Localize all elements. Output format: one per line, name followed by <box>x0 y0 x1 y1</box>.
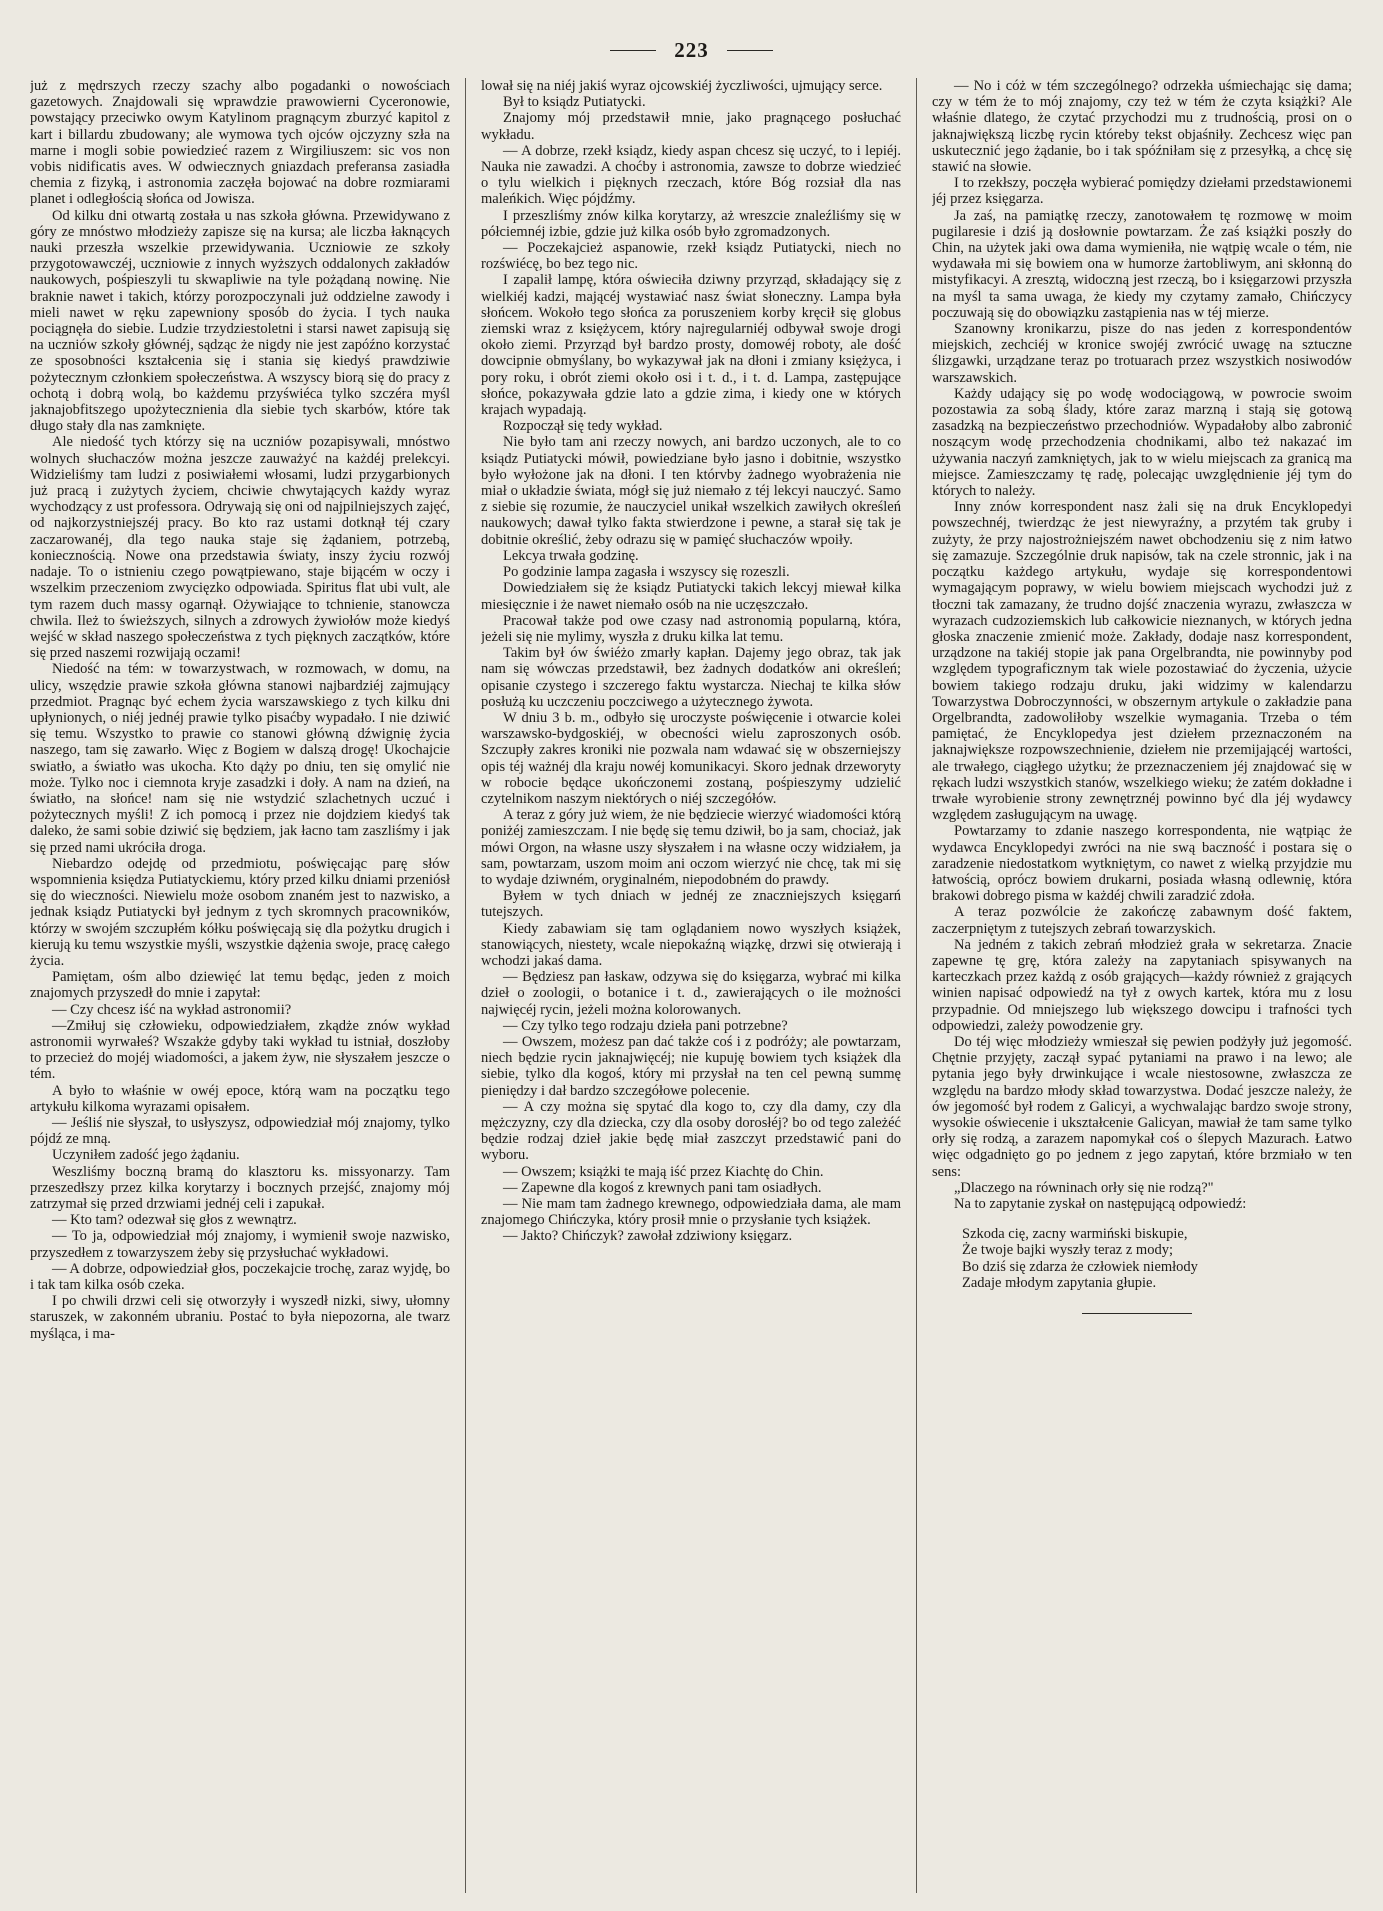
paragraph: Szanowny kronikarzu, pisze do nas jeden z korrespondentów miejskich, zechciéj w kronice swojéj zwrócić uwagę na sztuczne ślizgawki, urządzane teraz po trotuarach przez wszystkich nosiwodów warszawskich. <box>932 321 1352 386</box>
poem-line: Że twoje bajki wyszły teraz z mody; <box>962 1242 1173 1259</box>
column-left <box>30 78 450 1893</box>
paragraph: Kiedy zabawiam się tam oglądaniem nowo wyszłych książek, stanowiących, niestety, wcale niepokaźną wiązkę, drzwi się otwierają i wchodzi jakaś dama. <box>481 920 901 969</box>
paragraph: A teraz z góry już wiem, że nie będziecie wierzyć wiadomości którą poniżéj zamieszczam. I nie będę się temu dziwił, bo ja sam, chociaż, jak mówi Orgon, na własne uszy słyszałem i na własne oczy widziałem, ja sam, powtarzam, uszom moim ani oczom wierzyć nie chcę, tak mi się to wydaje dziwném, oryginalném, niepodobném do prawdy. <box>481 807 901 888</box>
paragraph: Uczyniłem zadość jego żądaniu. <box>52 1147 240 1164</box>
header-rule-left <box>610 50 656 51</box>
paragraph: — Owszem; książki te mają iść przez Kiachtę do Chin. <box>503 1163 824 1180</box>
paragraph: Każdy udający się po wodę wodociągową, w powrocie swoim pozostawia za sobą ślady, które zaraz marzną i stają się gotową zasadzką na bezpieczeństwo przechodniów. Wypadałoby albo zabronić noszącym wodę przechodzenia chodnikami, albo też nakazać im używania naczyń zamkniętych, jak to w wielu miejscach za granicą ma miejsce. Zamieszczamy tę radę, polecając uwzględnienie jéj tym do których to należy. <box>932 385 1352 500</box>
paragraph: I przeszliśmy znów kilka korytarzy, aż wreszcie znaleźliśmy się w półciemnéj izbie, gdzie już kilka osób było zgromadzonych. <box>481 207 901 240</box>
poem-line: Szkoda cię, zacny warmiński biskupie, <box>962 1226 1188 1243</box>
header-rule-right <box>727 50 773 51</box>
paragraph: — Nie mam tam żadnego krewnego, odpowiedziała dama, ale mam znajomego Chińczyka, który prosił mnie o przysłanie tych książek. <box>481 1196 901 1229</box>
column-right <box>932 78 1352 1893</box>
paragraph: „Dlaczego na równinach orły się nie rodzą?" <box>954 1179 1214 1196</box>
paragraph: Nie było tam ani rzeczy nowych, ani bardzo uczonych, ale to co ksiądz Putiatycki mówił, powiedziane było jasno i dobitnie, wszystko było wyłożone jak na dłoni. I ten którvby żadnego wyobrażenia nie miał o układzie świata, mógł się już niemało z téj lekcyi nauczyć. Samo z siebie się rozumie, że nauczyciel unikał wszelkich zawiłych określeń naukowych; dawał tylko fakta stwierdzone i pewne, a starał się tak je dobitnie określić, żeby odrazu się w pamięć słuchaczów wpoiły. <box>481 434 901 548</box>
paragraph: — Zapewne dla kogoś z krewnych pani tam osiadłych. <box>503 1179 822 1196</box>
paragraph: I po chwili drzwi celi się otworzyły i wyszedł nizki, siwy, ułomny staruszek, w zakonném ubraniu. Postać to była niepozorna, ale twarz myśląca, i ma- <box>30 1293 450 1342</box>
paragraph: Pracował także pod owe czasy nad astronomią popularną, która, jeżeli się nie mylimy, wyszła z druku kilka lat temu. <box>481 612 901 645</box>
paragraph: — Czy tylko tego rodzaju dzieła pani potrzebne? <box>503 1017 788 1034</box>
paragraph: Był to ksiądz Putiatycki. <box>503 94 646 111</box>
end-rule <box>1082 1313 1192 1314</box>
paragraph: Powtarzamy to zdanie naszego korrespondenta, nie wątpiąc że wydawca Encyklopedyi zwróci na nie swą baczność i postara się o zaradzenie niedostatkom wytkniętym, co nawet z wielką przyjdzie mu łatwością, oprócz bowiem drukarni, posiada własną odlewnię, która brakowi dobrego pisma w każdéj chwili zaradzić zdoła. <box>932 823 1352 905</box>
paragraph: I to rzekłszy, poczęła wybierać pomiędzy dziełami przedstawionemi jéj przez księgarza. <box>932 175 1352 208</box>
paragraph: — Będziesz pan łaskaw, odzywa się do księgarza, wybrać mi kilka dzieł o zoologii, o botanice i t. d., zawierających o ile możności najwięcéj rycin, jeżeli można kolorowanych. <box>481 969 901 1018</box>
paragraph: Rozpoczął się tedy wykład. <box>503 418 663 435</box>
paragraph: I zapalił lampę, która oświeciła dziwny przyrząd, składający się z wielkiéj kadzi, mającéj wystawiać nasz świat słoneczny. Lampa była słońcem. Wokoło tego słońca za poruszeniem korby kręcił się globus ziemski wraz z księżycem, który najregularniéj odbywał swoje drogi około ziemi. Przyrząd był bardzo prosty, domowéj roboty, ale dość dowcipnie obmyślany, bo wykazywał jak na dłoni i zmiany księżyca, i pory roku, i obrót ziemi około osi i t. d., i t. d. Lampa, zastępujące słońce, pokazywała gdzie lato a gdzie zima, i kiedy one w których krajach wypadają. <box>481 272 901 419</box>
paragraph: — A dobrze, odpowiedział głos, poczekajcie trochę, zaraz wyjdę, bo i tak tam kilka osób czeka. <box>30 1260 450 1294</box>
text-columns <box>30 78 1362 1893</box>
paragraph: — Owszem, możesz pan dać także coś i z podróży; ale powtarzam, niech będzie rycin jaknajwięcéj; nie kupuję bowiem tych książek dla siebie, tylko dla kogoś, który mi przysłał na ten cel pewną summę pieniędzy i dał bardzo szczegółowe polecenie. <box>481 1033 901 1099</box>
paragraph: — Czy chcesz iść na wykład astronomii? <box>52 1001 292 1018</box>
paragraph: Ale niedość tych którzy się na uczniów pozapisywali, mnóstwo wolnych słuchaczów można jeszcze zauważyć na każdéj prelekcyi. Widzieliśmy tam ludzi z posiwiałemi włosami, ludzi przygarbionych już pracą i zużytych życiem, chciwie chwytających każdy wyraz wychodzący z ust professora. Odrywają się oni od najpilniejszych zajęć, od najkorzystniejszéj pracy. Bo kto raz ustami dotknął téj czary zaczarowanéj, dla tego nauka staje się żądaniem, potrzebą, koniecznością. Nowe ona przedstawia światy, inszy życiu rozwój nadaje. To o istnieniu czego powątpiewano, staje bijącém w oczy i wszelkim przeczeniom zwycięzko odpowiada. Spiritus flat ubi vult, ale tym razem duch massy ogarnął. Ożywiające to tchnienie, stanowcza chwila. Ileż to świeższych, silnych a zdrowych żywiołów może kiedyś wejść w skład naszego społeczeństwa z tych pięknych zaczątków, które się przed naszemi rozwijają oczami! <box>30 434 450 662</box>
paragraph: — Kto tam? odezwał się głos z wewnątrz. <box>52 1212 297 1229</box>
paragraph: Do téj więc młodzieży wmieszał się pewien podżyły już jegomość. Chętnie przyjęty, zaczął sypać pytaniami na prawo i na lewo; ale pytania jego były drwinkujące i wcale niestosowne, zwłaszcza ze względu na bardzo młody skład towarzystwa. Dodać jeszcze należy, że ów jegomość był rodem z Galicyi, a wychwalając bardzo swoje strony, wysokie oświecenie i ukształcenie Galicyan, mawiał że tam same tylko orły się rodzą, a zarazem napomykał coś o ślepych Mazurach. Łatwo więc odgadnięto go po jednem z jego zapytań, które brzmiało w ten sens: <box>932 1033 1352 1180</box>
paragraph: A było to właśnie w owéj epoce, którą wam na początku tego artykułu kilkoma wyrazami opisałem. <box>30 1082 450 1115</box>
paragraph: Pamiętam, ośm albo dziewięć lat temu będąc, jeden z moich znajomych przyszedł do mnie i zapytał: <box>30 969 450 1002</box>
paragraph: Na to zapytanie zyskał on następującą odpowiedź: <box>954 1196 1247 1213</box>
paragraph: — To ja, odpowiedział mój znajomy, i wymienił swoje nazwisko, przyszedłem z towarzyszem żeby się przysłuchać wykładowi. <box>30 1228 450 1261</box>
paragraph: Byłem w tych dniach w jednéj ze znaczniejszych księgarń tutejszych. <box>481 888 901 921</box>
paragraph: Po godzinie lampa zagasła i wszyscy się rozeszli. <box>503 564 790 581</box>
paragraph: — Jakto? Chińczyk? zawołał zdziwiony księgarz. <box>503 1228 793 1245</box>
paragraph: Weszliśmy boczną bramą do klasztoru ks. missyonarzy. Tam przeszedłszy przez kilka korytarzy i bocznych przejść, znajomy mój zatrzymał się przed drzwiami jednéj celi i zapukał. <box>30 1163 450 1213</box>
paragraph: Ja zaś, na pamiątkę rzeczy, zanotowałem tę rozmowę w moim pugilaresie i dziś ją dosłownie powtarzam. Że zaś książki poszły do Chin, na użytek jaki owa dama wymieniła, nie wątpię wcale o tém, nie wydawała mi się bowiem ona w humorze żartobliwym, ani skłonną do mistyfikacyi. A zresztą, widoczną jest rzeczą, bo i księgarzowi przyszła na myśl ta sama uwaga, że kiedy my czytamy zamało, Chińczycy poczuwają się do obowiązku zastąpienia nas w téj mierze. <box>932 207 1352 321</box>
column-separator <box>916 78 917 1893</box>
paragraph: Takim był ów świéżo zmarły kapłan. Dajemy jego obraz, tak jak nam się wówczas przedstawił, bez żadnych dodatków ani określeń; opisanie czystego i szczerego faktu wystarcza. Niechaj te kilka słów posłużą ku uczczeniu poczciwego a użytecznego żywota. <box>481 645 901 710</box>
paragraph: — Poczekajcież aspanowie, rzekł ksiądz Putiatycki, niech no rozświécę, bo bez tego nic. <box>481 240 901 273</box>
column-middle <box>481 78 901 1893</box>
paragraph: A teraz pozwólcie że zakończę zabawnym dość faktem, zaczerpniętym z tutejszych zebrań towarzyskich. <box>932 904 1352 937</box>
paragraph: lował się na niéj jakiś wyraz ojcowskiéj życzliwości, ujmujący serce. <box>481 78 883 94</box>
page-header <box>0 36 1383 64</box>
paragraph: Od kilku dni otwartą została u nas szkoła główna. Przewidywano z góry ze mnóstwo młodzieży zapisze się na kursa; ale liczba łaknących nauki przeszła wszelkie przewidywania. Uczniowie ze szkoły przygotowawczéj, uczniowie z innych wyższych oddalonych zakładów naukowych, pośpieszyli tu skwapliwie na tyle pożądaną nowinę. Nie braknie nawet i takich, którzy porozpoczynali już oddzielne zawody i mieli nawet w ręku zapewniony sposób do życia. I tych nauka pociągnęła do siebie. Ludzie trzydziestoletni i starsi nawet zapisują się na uczniów szkoły głównéj, sądząc że nigdy nie jest zapóźno korzystać ze sposobności kształcenia się i stania się kiedyś prawdziwie pożytecznym członkiem społeczeństwa. A wszyscy biorą się do pracy z ochotą i dobrą wolą, bo każdemu przyświéca tylko szczéra myśl jaknajobfitszego upożytecznienia dla siebie tych skarbów, które tak długo stały dla nas zamknięte. <box>30 207 450 435</box>
paragraph: — No i cóż w tém szczególnego? odrzekła uśmiechając się dama; czy w tém że to mój znajomy, czy też w tém że czyta książki? Ale właśnie dlatego, że czytać przychodzi mu z trudnością, prosi on o jaknajwiększą liczbę rycin któreby tekst objaśniły. Zechcesz więc pan uskutecznić jego żądanie, bo i tak spóźniłam się z przesyłką, a chcę się stawić na słowie. <box>932 78 1352 176</box>
paragraph: Niebardzo odejdę od przedmiotu, poświęcając parę słów wspomnienia księdza Putiatyckiemu, który przed kilku dniami przeniósł się do wieczności. Niewielu może osobom znaném jest to nazwisko, a jednak ksiądz Putiatycki był jednym z tych skromnych pracowników, którzy w swojém szczupłém kółku poświęcają się dla pożytku drugich i kierują ku temu wszystkie myśli, wszystkie dążenia swoje, pracę całego życia. <box>30 855 450 969</box>
column-separator <box>465 78 466 1893</box>
paragraph: W dniu 3 b. m., odbyło się uroczyste poświęcenie i otwarcie kolei warszawsko-bydgoskiéj, w obecności wielu zaproszonych osób. Szczupły zakres kroniki nie pozwala nam wdawać się w obszerniejszy opis téj ważnéj dla kraju nowéj komunikacyi. Skoro jednak drzeworyty w robocie będące ukończonemi zostaną, pośpieszymy udzielić czytelnikom naszym niektórych o niéj szczegółów. <box>481 709 901 807</box>
paragraph: Dowiedziałem się że ksiądz Putiatycki takich lekcyj miewał kilka miesięcznie i że nawet niemało osób na nie uczęszczało. <box>481 580 901 613</box>
poem-line: Bo dziś się zdarza że człowiek niemłody <box>962 1258 1198 1275</box>
page-number: 223 <box>674 37 709 62</box>
paragraph: Lekcya trwała godzinę. <box>503 547 639 564</box>
paragraph: Niedość na tém: w towarzystwach, w rozmowach, w domu, na ulicy, wszędzie prawie szkoła główna stanowi najbardziéj zajmujący przedmiot. Pragnąc być echem życia warszawskiego z tych kilku dni upłynionych, o niéj jednéj prawie tylko pisaćby wypadało. I nie dziwić się temu. Wszystko to prawie co stanowi główną dźwignię życia naszego, tam się zawarło. Więc z Bogiem w dalszą drogę! Ukochajcie swiatło, a światło was ukocha. Kto dąży po dniu, ten się omylić nie może. Tylko noc i ciemnota kryje zasadzki i doły. A nam na dzień, na światło, na słońce! nam się nie wstydzić szlachetnych uczuć i pożytecznych myśli! Z ich pomocą i przez nie dojdziem kiedyś tak daleko, że sami sobie dziwić się będziem, jak łacno tam zaszliśmy i jak się przed nami ukróciła droga. <box>30 661 450 856</box>
paragraph: Na jedném z takich zebrań młodzież grała w sekretarza. Znacie zapewne tę grę, która zależy na zapytaniach spisywanych na karteczkach przez każdą z osób grających—każdy również z grających winien napisać odpowiedź na tył z owych kartek, która mu z losu przypadnie. Od mniejszego lub większego dowcipu i trafności tych odpowiedzi, zależy powodzenie gry. <box>932 936 1352 1034</box>
paragraph: —Zmiłuj się człowieku, odpowiedziałem, zkądże znów wykład astronomii wyrwałeś? Wszakże gdyby taki wykład tu istniał, doszłoby to przecież do mojéj wiadomości, a jakem żyw, nie słyszałem jeszcze o tém. <box>30 1017 450 1083</box>
poem <box>962 1226 1352 1291</box>
paragraph: — A czy można się spytać dla kogo to, czy dla damy, czy dla mężczyzny, czy dla dziecka, czy dla osoby dorosłéj? bo od tego zależéć będzie rodzaj dzieł jakie będę miał zaszczyt przedstawić pani do wyboru. <box>481 1098 901 1164</box>
paragraph: — A dobrze, rzekł ksiądz, kiedy aspan chcesz się uczyć, to i lepiéj. Nauka nie zawadzi. A choćby i astronomia, zawsze to dobrze wiedzieć o tylu wielkich i pięknych rzeczach, które Bóg rozsiał dla nas maleńkich. Więc pójdźmy. <box>481 142 901 208</box>
poem-line: Zadaje młodym zapytania głupie. <box>962 1274 1157 1291</box>
paragraph: już z mędrszych rzeczy szachy albo pogadanki o nowościach gazetowych. Znajdowali się wprawdzie prawowierni Cyceronowie, powstający przeciwko owym Katylinom pragnącym zburzyć kapitol z kart i billardu zbudowany; ale wymowa tych ojców ojczyzny szła na marne i mogli sobie powiedzieć razem z Wirgiliuszem: sic vos non vobis nidificatis aves. W odwiecznych gniazdach preferansa zasiadła chemia z fizyką, i astronomia zaczęła bojować na dobre rozmiarami planet i odległością słońca od Jowisza. <box>30 78 450 208</box>
paragraph: Znajomy mój przedstawił mnie, jako pragnącego posłuchać wykładu. <box>481 110 901 143</box>
paragraph: Inny znów korrespondent nasz żali się na druk Encyklopedyi powszechnéj, twierdząc że jest niewyraźny, a przytém tak gruby i zużyty, że przy najostrożniejszém nawet obchodzeniu się z nim łatwo się zamazuje. Szczególnie druk napisów, tak na czele stronnic, jak i na początku każdego artykułu, wydaje się korrespondentowi wymagającym poprawy, w wielu bowiem miejscach wychodzi już z tłoczni tak zamazany, że trudno dojść znaczenia wyrazu, zwłaszcza w wyrazach cudzoziemskich lub całkowicie nieznanych, w których jedna głoska znaczenie zmienić może. Zakłady, dodaje nasz korrespondent, urządzone na takiéj stopie jak pana Orgelbrandta, nie powinnyby pod względem typograficznym tak wiele pozostawiać do życzenia, użycie bowiem takiego rodzaju druku, jaki widzimy w kalendarzu Towarzystwa Dobroczynności, w obszernym artykule o zakładzie pana Orgelbrandta, zadowoliłoby wszelkie wymagania. Trzeba o tém pamiętać, że Encyklopedya jest dziełem przeznaczoném na jaknajwiększe rozpowszechnienie, dziełem nie przemijającéj wartości, ale trwałego, ciągłego użytku; że przeznaczeniem jéj znajdować się w rękach ludzi wszystkich stanów, wszelkiego wieku; że zatém dokładne i trwałe wyrobienie strony zewnętrznéj powinno być dla jéj wydawcy względem zasługującym na uwagę. <box>932 499 1352 824</box>
paragraph: — Jeśliś nie słyszał, to usłyszysz, odpowiedział mój znajomy, tylko pójdź ze mną. <box>30 1115 450 1148</box>
